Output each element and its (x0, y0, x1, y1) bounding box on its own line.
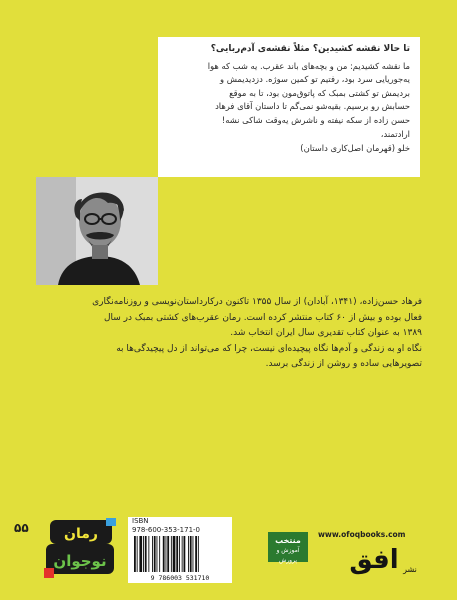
barcode-bar (176, 536, 178, 572)
isbn-barcode (128, 517, 232, 583)
question-box (158, 37, 420, 177)
signature: خلو (قهرمان اصل‌کاری داستان) (300, 142, 410, 153)
barcode-bar (193, 536, 194, 572)
barcode-bar (179, 536, 180, 572)
publisher-label: نشر (403, 565, 417, 574)
isbn-label: ISBN (132, 517, 149, 525)
question-box-line: ما نقشه کشیدیم: من و بچه‌های باند عقرب. یه شب که هوا (207, 60, 410, 71)
bio-line: نگاه او به زندگی و آدم‌ها نگاه پیچیده‌ای نیست، چرا که می‌تواند از دل پیچیدگی‌ها به (116, 343, 422, 354)
sign-label: ارادتمند، (380, 129, 410, 139)
series-badge-graphic (44, 518, 116, 580)
barcode-bar (167, 536, 169, 572)
barcode-bar (171, 536, 172, 572)
barcode-bar (152, 536, 153, 572)
question-box-line: حسابش رو برسیم. بقیه‌شو نمی‌گم تا داستان آقای فرهاد (215, 101, 410, 111)
barcode-bar (143, 536, 144, 572)
barcode-bar (173, 536, 176, 572)
series-badge (44, 518, 116, 580)
barcode-bar (154, 536, 156, 572)
publisher-logo (340, 538, 420, 578)
bio-line: فرهاد حسن‌زاده، (۱۳۴۱، آبادان) از سال ۱۳۵۵ تاکنون درکارداستان‌نویسی و روزنامه‌نگاری (92, 297, 422, 307)
author-portrait-image (36, 177, 158, 285)
barcode-bar (184, 536, 186, 572)
bio-line: ۱۳۸۹ به عنوان کتاب تقدیری سال ایران انتخاب شد. (230, 328, 422, 338)
barcode-bar (134, 536, 136, 572)
isbn-number: 978-600-353-171-0 (132, 526, 201, 534)
series-badge-bottom: نوجوان (53, 552, 107, 570)
barcode-bar (137, 536, 138, 572)
barcode-bar (188, 536, 189, 572)
barcode-bar (195, 536, 197, 572)
barcode-bar (163, 536, 165, 572)
question-heading: تا حالا نقشه کشیدین؟ مثلاً نقشه‌ی آدم‌ربایی؟ (210, 44, 410, 54)
barcode-bar (182, 536, 183, 572)
barcode-bar (190, 536, 192, 572)
imprint-line-1: منتخب (275, 536, 301, 545)
question-box-line: حسن زاده از سکه نیفته و ناشرش یه‌وقت شاکی نشه! (221, 114, 410, 125)
author-portrait (36, 177, 158, 285)
page-number: ۵۵ (14, 521, 29, 535)
question-box-line: بردیمش تو کشتی بمبک که پاتوق‌مون بود، تا به موقع (229, 87, 410, 98)
author-bio (40, 295, 422, 373)
barcode-bar (198, 536, 199, 572)
barcode-bar (166, 536, 167, 572)
barcode-bar (157, 536, 158, 572)
bio-line: فعال بوده و بیش از ۶۰ کتاب منتشر کرده است. رمان عقرب‌های کشتی بمبک در سال (103, 312, 422, 323)
series-badge-top: رمان (64, 526, 98, 542)
publisher-website: www.ofoqbooks.com (318, 530, 406, 539)
barcode-bar (159, 536, 160, 572)
barcode-graphic (130, 536, 230, 582)
bio-line: تصویرهایی ساده و روشن از زندگی برسد. (265, 359, 422, 369)
question-box-line: یه‌جوریایی سرد بود، رفتیم تو کمین سوژه. دزدیدیمش و (220, 74, 410, 84)
barcode-bar (148, 536, 149, 572)
barcode-bar (139, 536, 142, 572)
barcode-digits: 9 786003 531710 (150, 574, 210, 582)
publisher-name: افق (349, 545, 399, 575)
imprint-logo (268, 532, 308, 562)
barcode-bar (145, 536, 147, 572)
imprint-line-2: آموزش و پرورش (276, 547, 300, 564)
publisher-logo-graphic (340, 538, 420, 578)
